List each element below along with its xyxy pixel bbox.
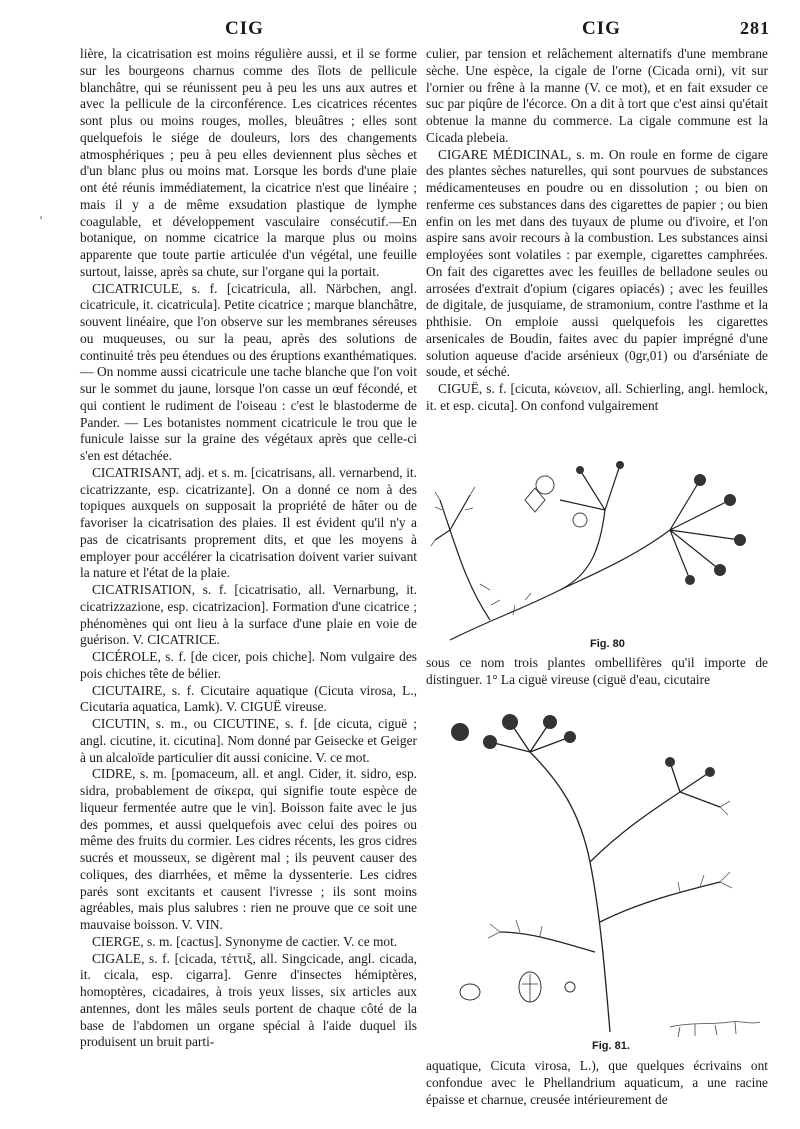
entry-cierge: CIERGE, s. m. [cactus]. Synonyme de cactier. V. ce mot.: [92, 933, 398, 949]
running-head-right: CIG: [582, 18, 621, 39]
left-column: [80, 46, 417, 1051]
entry-cicatrisant: CICATRISANT, adj. et s. m. [cicatrisans, all. vernarbend, it. cicatrizzante, esp. cicatrizante]. On a donné ce nom à des topiques auxquels on supposait la propriété de hâter ou de favoriser la cicatrisation des plaies. Il est évident qu'il n'y a pas de cicatrisants proprement dits, et que les moyens à employer pour accélérer la cicatrisation doivent varier suivant la nature et l'état de la plaie.: [80, 464, 417, 581]
figure-80-caption: Fig. 80: [590, 638, 625, 650]
entry-cicatrisation: CICATRISATION, s. f. [cicatrisatio, all. Vernarbung, it. cicatrizzazione, esp. cicatrizacion]. Formation d'une cicatrice ; phénomènes qui ont lieu à la surface d'une plaie en voie de guérison. V. CICATRICE.: [80, 582, 417, 648]
entry-cigue-continued: sous ce nom trois plantes ombellifères qu'il importe de distinguer. 1° La ciguë vireuse (ciguë d'eau, cicutaire: [426, 655, 768, 687]
entry-cigue-vireuse-continued: aquatique, Cicuta virosa, L.), que quelques écrivains ont confondue avec le Phellandrium aquaticum, a une racine épaisse et charnue, creusée intérieurement de: [426, 1058, 768, 1107]
entry-cidre: CIDRE, s. m. [pomaceum, all. et angl. Cider, it. sidro, esp. sidra, probablement de σίκερα, qui signifie toute espèce de liqueur fermentée autre que le vin]. Boisson faite avec le jus des pommes, et aussi quelquefois avec celui des poires ou même des fruits du cormier. Les cidres récents, les gros cidres sucrés et mousseux, se digèrent mal ; ils peuvent causer des coliques, des diarrhées, et même la dyssenterie. Les cidres parés sont excitants et causent l'ivresse ; ils sont moins agréables, mais plus salubres : rien ne prouve que ce soit une mauvaise boisson. V. VIN.: [80, 766, 417, 932]
running-head-left: CIG: [225, 18, 264, 39]
entry-cicatricule: CICATRICULE, s. f. [cicatricula, all. Närbchen, angl. cicatricule, it. cicatricula]. Petite cicatrice ; marque blanchâtre, souvent linéaire, que l'on observe sur les membranes séreuses ou muqueuses, ou sur la peau, après des solutions de continuité très peu étendues ou des éruptions exanthématiques. — On nomme aussi cicatricule une tache blanche que l'on voit sur le sommet du jaune, lorsque l'on casse un œuf fécondé, et qui contient le rudiment de l'oiseau : c'est le blastoderme de Pander. — Les botanistes nomment cicatricule le trou que le funicule laisse sur la graine des végétaux après que celle-ci s'en est détachée.: [80, 280, 417, 463]
figure-81-illustration: [430, 692, 770, 1042]
entry-cigue: CIGUË, s. f. [cicuta, κώνειον, all. Schierling, angl. hemlock, it. et esp. cicuta]. On confond vulgairement: [426, 381, 768, 413]
margin-mark: ': [40, 213, 43, 227]
page-number: 281: [740, 18, 770, 38]
entry-cigale-continued: culier, par tension et relâchement alternatifs d'une membrane sèche. Une espèce, la cigale de l'orne (Cicada orni), vit sur l'ornier ou frêne à la manne (V. ce mot), et en fait exsuder ce suc par piqûre de l'écorce. On a dit à tort que c'est ainsi qu'était obtenue la manne du commerce. La cigale commune est la Cicada plebeia.: [426, 46, 768, 145]
entry-cicerole: CICÉROLE, s. f. [de cicer, pois chiche]. Nom vulgaire des pois chiches tête de bélier.: [80, 649, 417, 681]
figure-80-illustration: [430, 440, 770, 650]
right-column-bottom: [426, 1058, 768, 1108]
entry-cigare-medicinal: CIGARE MÉDICINAL, s. m. On roule en forme de cigare des plantes sèches naturelles, qui sont pourvues de substances médicamenteuses en poudre ou en dissolution ; ou bien on renferme ces substances dans des cigarettes de papier ; ou bien enfin on les met dans des tuyaux de plume ou d'ivoire, et l'on aspire sans avoir recours à la combustion. Les substances ainsi employées sont volatiles : par exemple, cigarettes camphrées. On fait des cigarettes avec les feuilles de belladone seules ou arrosées d'extrait d'opium (cigares opiacés) ; avec les feuilles de digitale, de jusquiame, de stramonium, contre l'asthme et la phthisie. On emploie aussi quelquefois les cigarettes arsenicales de Boudin, faites avec du papier imprégné d'une solution aqueuse d'acide arsénieux (0gr,01) ou d'arséniate de soude, et séché.: [426, 146, 768, 380]
figure-81-caption: Fig. 81.: [592, 1040, 630, 1052]
right-column-top: [426, 46, 768, 415]
hemlock-sprig-drawing: [430, 440, 770, 650]
right-column-middle: [426, 655, 768, 689]
water-hemlock-drawing: [430, 692, 770, 1042]
entry-cigale: CIGALE, s. f. [cicada, τέττιξ, all. Singcicade, angl. cicada, it. cicala, esp. cigarra]. Genre d'insectes hémiptères, homoptères, cicadaires, à trois yeux lisses, six articles aux antennes, dont les mâles seuls portent de chaque côté de la base de l'abdomen un organe spécial à l'aide duquel ils produisent un bruit parti-: [80, 950, 417, 1050]
entry-cicutin: CICUTIN, s. m., ou CICUTINE, s. f. [de cicuta, ciguë ; angl. cicutine, it. cicutina]. Nom donné par Geisecke et Geiger à un alcaloïde particulier dit aussi conicine. V. ce mot.: [80, 716, 417, 765]
entry-cicatrice-continued: lière, la cicatrisation est moins régulière aussi, et il se forme sur les bourgeons charnus comme des îlots de pellicule blanchâtre, qui se réunissent peu à peu les uns aux autres et avec la pellicule de la circonférence. Les cicatrices récentes sont plus ou moins rouges, molles, bleuâtres ; elles sont quelquefois le siége de douleurs, lors des changements atmosphériques ; peu à peu elles deviennent plus sèches et d'un blanc plus ou moins mat. Lorsque les bords d'une plaie ont été réunis immédiatement, la cicatrice n'est que linéaire ; mais il y a de même exsudation plastique de lymphe coagulable, et développement vasculaire consécutif.—En botanique, on nomme cicatrice la marque plus ou moins apparente que toute partie articulée d'un végétal, une feuille surtout, laisse, après sa chute, sur l'organe qui la portait.: [80, 46, 417, 279]
entry-cicutaire: CICUTAIRE, s. f. Cicutaire aquatique (Cicuta virosa, L., Cicutaria aquatica, Lamk). V. CIGUË vireuse.: [80, 682, 417, 715]
